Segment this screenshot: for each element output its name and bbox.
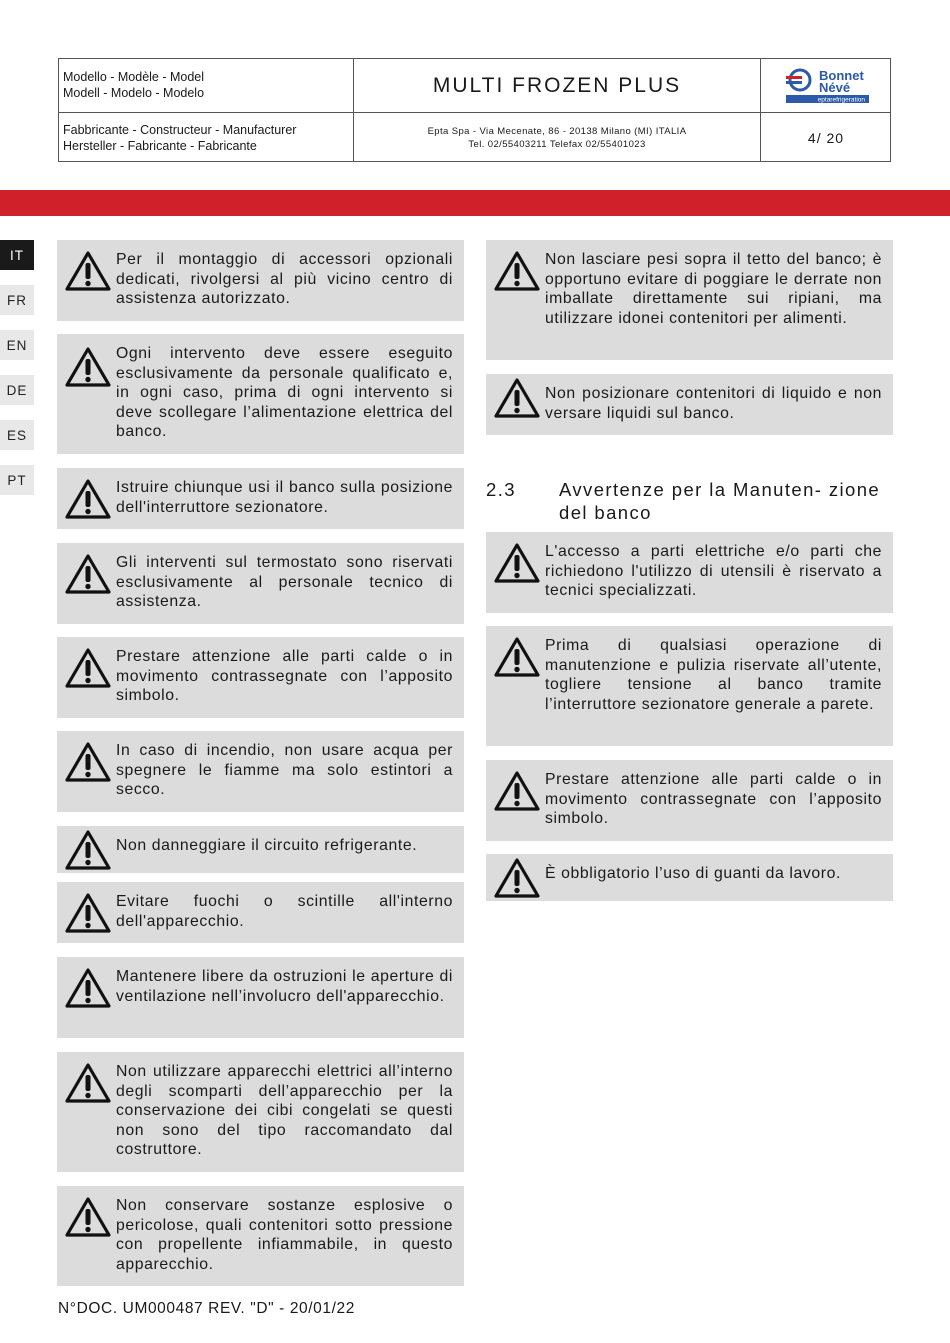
warning-box [57,1186,464,1286]
warning-box [486,626,893,746]
warning-icon [65,829,111,871]
warning-box [57,882,464,943]
warning-icon [65,1062,111,1104]
model-title: MULTI FROZEN PLUS [432,73,682,97]
svg-text:eptarefrigeration: eptarefrigeration [817,96,865,104]
warning-icon [494,542,540,584]
address-line2: Tel. 02/55403211 Telefax 02/55401023 [468,138,646,150]
warning-box [57,240,464,321]
lang-tab-fr[interactable]: FR [0,285,34,315]
warning-icon [494,857,540,899]
manufacturer-address [354,113,760,162]
lang-tab-en[interactable]: EN [0,330,34,360]
warning-box [486,532,893,613]
svg-text:Névé: Névé [819,80,851,95]
manufacturer-label-line1: Fabbricante - Constructeur - Manufacturer [63,123,297,137]
warning-box [486,374,893,435]
warning-text: Gli interventi sul termostato sono riservati esclusivamente al personale tecnico di assistenza. [116,554,453,610]
section-title: Avvertenze per la Manuten- zione del banco [559,479,881,523]
document-header [58,58,891,162]
warning-text: Istruire chiunque usi il banco sulla posizione dell'interruttore sezionatore. [116,479,453,516]
warning-text: Non utilizzare apparecchi elettrici all’interno degli scomparti dell’apparecchio per la conservazione dei cibi congelati se questi non sono del tipo raccomandato dal costruttore. [116,1063,453,1158]
page-number: 4/ 20 [807,129,845,146]
model-label-line1: Modello - Modèle - Model [63,70,205,84]
warning-icon [65,250,111,292]
warning-box [57,826,464,873]
warning-box [486,240,893,360]
warning-box [57,1052,464,1172]
warning-box [57,334,464,454]
lang-tab-de[interactable]: DE [0,375,34,405]
manufacturer-label-line2: Hersteller - Fabricante - Fabricante [63,139,257,153]
warning-icon [65,553,111,595]
warning-box [57,731,464,812]
model-label-line2: Modell - Modelo - Modelo [63,86,205,100]
warning-text: Per il montaggio di accessori opzionali dedicati, rivolgersi al più vicino centro di assistenza autorizzato. [116,251,453,307]
svg-text:Bonnet: Bonnet [819,68,864,83]
document-reference: N°DOC. UM000487 REV. "D" - 20/01/22 [58,1300,355,1317]
warning-box [486,760,893,841]
warning-text: L'accesso a parti elettriche e/o parti che richiedono l'utilizzo di utensili è riservato a tecnici specializzati. [545,543,882,599]
section-number: 2.3 [486,479,516,500]
warning-text: In caso di incendio, non usare acqua per spegnere le fiamme ma solo estintori a secco. [116,742,453,798]
warning-icon [494,250,540,292]
warning-icon [494,770,540,812]
warning-text: Prestare attenzione alle parti calde o in movimento contrassegnate con l’apposito simbolo. [116,648,453,704]
warning-text: Non conservare sostanze esplosive o pericolose, quali contenitori sotto pressione con propellente infiammabile, in questo apparecchio. [116,1197,453,1273]
manufacturer-label [63,122,296,154]
address-line1: Epta Spa - Via Mecenate, 86 - 20138 Milano (MI) ITALIA [427,125,687,137]
model-label [63,69,204,101]
warning-box [57,957,464,1038]
warning-text: Non lasciare pesi sopra il tetto del banco; è opportuno evitare di poggiare le derrate non imballate direttamente sui ripiani, ma utilizzare idonei contenitori per alimenti. [545,251,882,327]
brand-logo [761,59,891,112]
warning-text: Ogni intervento deve essere eseguito esclusivamente da personale qualificato e, in ogni caso, prima di ogni intervento si deve scollegare l’alimentazione elettrica del banco. [116,345,453,440]
lang-tab-es[interactable]: ES [0,420,34,450]
warning-text: Prima di qualsiasi operazione di manutenzione e pulizia riservate all’utente, togliere tensione al banco tramite l’interruttore sezionatore generale a parete. [545,637,882,713]
warning-icon [65,647,111,689]
warning-icon [65,478,111,520]
warning-text: Non danneggiare il circuito refrigerante. [116,837,418,854]
warning-icon [65,892,111,934]
warning-box [57,468,464,529]
lang-tab-pt[interactable]: PT [0,465,34,495]
warning-box [57,637,464,718]
lang-tab-it[interactable]: IT [0,240,34,270]
warning-text: Evitare fuochi o scintille all'interno dell'apparecchio. [116,893,453,930]
warning-text: È obbligatorio l’uso di guanti da lavoro. [545,865,841,882]
warning-text: Non posizionare contenitori di liquido e non versare liquidi sul banco. [545,385,882,422]
warning-icon [65,1196,111,1238]
warning-icon [65,741,111,783]
warning-icon [65,967,111,1009]
warning-icon [494,636,540,678]
warning-box [486,854,893,901]
red-band [0,190,950,216]
warning-icon [65,346,111,388]
warning-box [57,543,464,624]
warning-text: Prestare attenzione alle parti calde o in movimento contrassegnate con l’apposito simbolo. [545,771,882,827]
warning-text: Mantenere libere da ostruzioni le aperture di ventilazione nell’involucro dell'apparecchio. [116,968,453,1005]
warning-icon [494,377,540,419]
